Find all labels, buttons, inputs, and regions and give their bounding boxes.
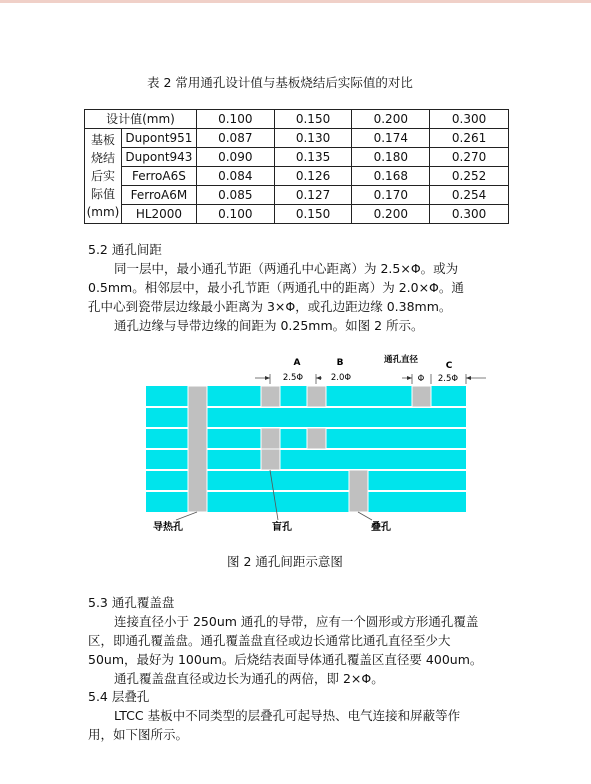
paragraph-line: 孔中心到瓷带层边缘最小距离为 3×Φ，或孔边距边缘 0.38mm。 (88, 299, 452, 314)
table-cell: 0.261 (430, 129, 509, 148)
table-row (85, 205, 509, 224)
section-heading: 5.4 层叠孔 (88, 689, 150, 704)
group-label-line: 际值 (90, 187, 115, 201)
table-cell: 0.252 (430, 167, 509, 186)
table-cell: 0.180 (352, 148, 430, 167)
group-label-line: 基板 (90, 133, 115, 147)
table-cell: 0.300 (430, 205, 509, 224)
dimension-a: 2.5Φ (282, 373, 304, 383)
table-cell: 0.174 (352, 129, 430, 148)
group-label-cell (85, 129, 122, 224)
paragraph-line: 0.5mm。相邻层中，最小孔节距（两通孔中的距离）为 2.0×Φ。通 (88, 280, 464, 295)
paragraph-line: 同一层中，最小通孔节距（两通孔中心距离）为 2.5×Φ。或为 (114, 261, 459, 276)
table-cell: 0.254 (430, 186, 509, 205)
via-spacing-figure (140, 348, 500, 538)
paragraph-line: 50um，最好为 100um。后烧结表面导体通孔覆盖区直径要 400um。 (88, 652, 483, 667)
table-header-row (85, 110, 509, 129)
material-name: HL2000 (121, 205, 196, 224)
table-cell: 0.150 (274, 205, 352, 224)
material-name: FerroA6S (121, 167, 196, 186)
paragraph-line: 区，即通孔覆盖盘。通孔覆盖盘直径或边长通常比通孔直径至少大 (88, 633, 451, 648)
table-cell: 0.168 (352, 167, 430, 186)
header-value: 0.150 (274, 110, 352, 129)
label-c: C (445, 361, 453, 371)
paragraph-line: LTCC 基板中不同类型的层叠孔可起导热、电气连接和屏蔽等作 (114, 708, 461, 723)
data-table (84, 109, 509, 224)
table-cell: 0.200 (352, 205, 430, 224)
table-row (85, 148, 509, 167)
section-heading: 5.3 通孔覆盖盘 (88, 595, 175, 610)
section-heading: 5.2 通孔间距 (88, 242, 162, 257)
table-cell: 0.135 (274, 148, 352, 167)
header-label: 设计值(mm) (85, 110, 197, 129)
table-row (85, 129, 509, 148)
table-row (85, 186, 509, 205)
paragraph-line: 连接直径小于 250um 通孔的导带，应有一个圆形或方形通孔覆盖 (114, 614, 479, 629)
table-cell: 0.087 (196, 129, 274, 148)
via-b (307, 386, 326, 407)
paragraph-line: 通孔覆盖盘直径或边长为通孔的两倍，即 2×Φ。 (114, 671, 384, 686)
table-cell: 0.270 (430, 148, 509, 167)
label-stacked-via: 叠孔 (371, 522, 391, 533)
label-blind-via: 盲孔 (272, 522, 292, 533)
material-name: Dupont943 (121, 148, 196, 167)
table-cell: 0.090 (196, 148, 274, 167)
table-cell: 0.170 (352, 186, 430, 205)
blind-via-lower (261, 449, 280, 470)
table-caption: 表 2 常用通孔设计值与基板烧结后实际值的对比 (147, 75, 413, 90)
paragraph-line: 用，如下图所示。 (88, 727, 189, 742)
via-c (412, 386, 431, 407)
group-label-line: 烧结 (90, 151, 115, 165)
page-top-border (0, 0, 591, 3)
table-cell: 0.127 (274, 186, 352, 205)
header-value: 0.200 (352, 110, 430, 129)
material-name: Dupont951 (121, 129, 196, 148)
table-cell: 0.130 (274, 129, 352, 148)
stacked-via (349, 470, 368, 512)
blind-via-upper (261, 428, 280, 449)
section-52-body (88, 259, 508, 335)
figure-caption: 图 2 通孔间距示意图 (227, 554, 343, 569)
material-name: FerroA6M (121, 186, 196, 205)
label-a: A (293, 358, 301, 368)
table-cell: 0.084 (196, 167, 274, 186)
table-cell: 0.126 (274, 167, 352, 186)
header-value: 0.300 (430, 110, 509, 129)
table-row (85, 167, 509, 186)
dimension-b: 2.0Φ (330, 373, 352, 383)
label-via-diameter: 通孔直径 (383, 355, 419, 365)
section-53-body (88, 612, 508, 688)
dimension-diameter: Φ (417, 374, 425, 384)
via-offset (307, 428, 326, 449)
section-54-body (88, 706, 508, 744)
label-thermal-via: 导热孔 (153, 522, 183, 533)
dimension-c: 2.5Φ (437, 374, 459, 384)
label-b: B (336, 358, 344, 368)
table-cell: 0.100 (196, 205, 274, 224)
thermal-via-column (188, 386, 207, 512)
table-cell: 0.085 (196, 186, 274, 205)
group-label-line: 后实 (90, 169, 115, 183)
via-a-left (261, 386, 280, 407)
group-label-line: (mm) (86, 205, 120, 219)
header-value: 0.100 (196, 110, 274, 129)
paragraph-line: 通孔边缘与导带边缘的间距为 0.25mm。如图 2 所示。 (114, 318, 424, 333)
